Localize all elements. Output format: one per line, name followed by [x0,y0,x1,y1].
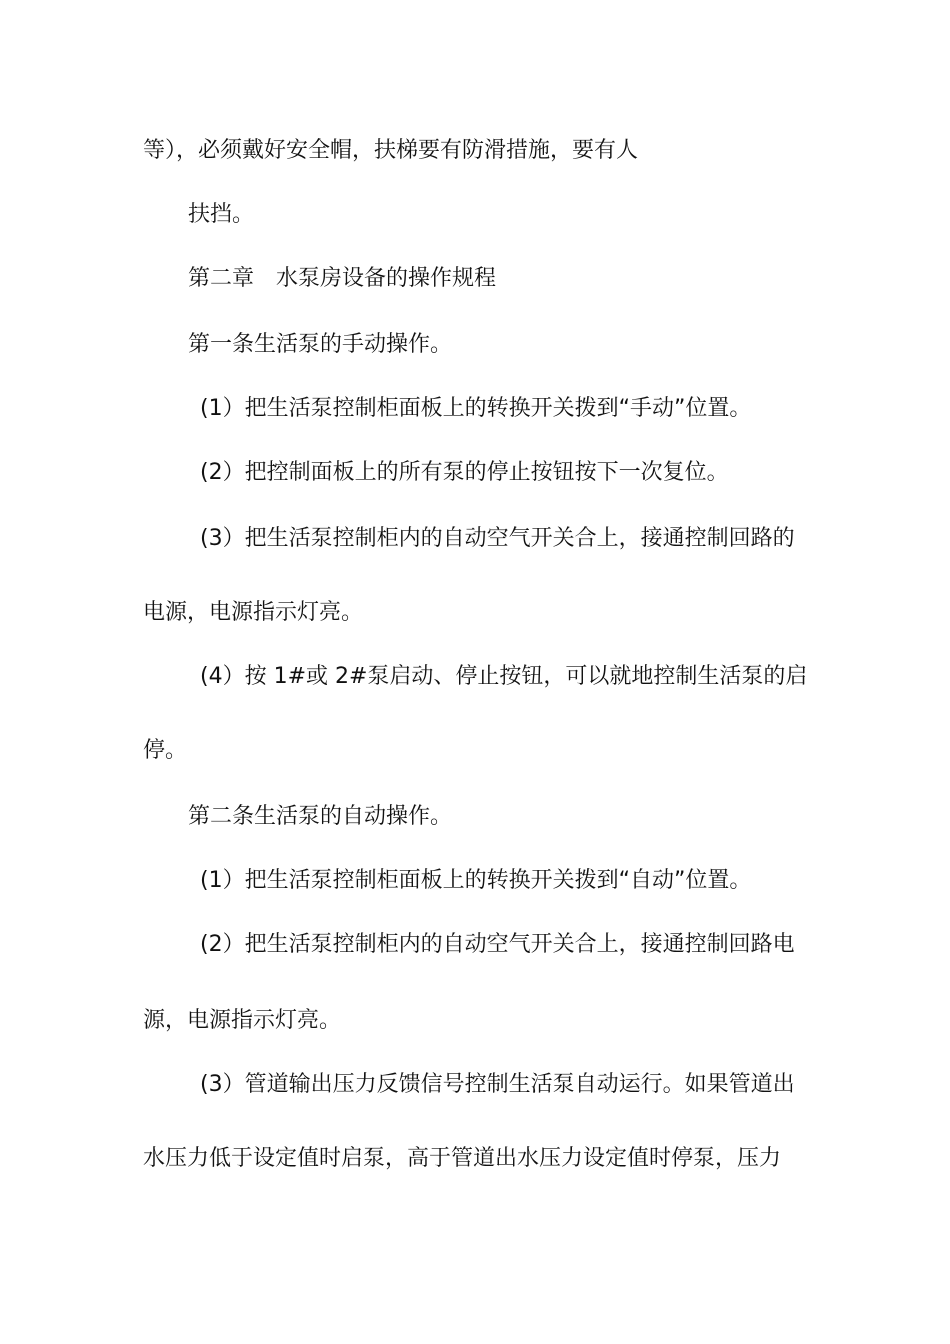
article-heading: 第二条生活泵的自动操作。 [188,804,453,829]
chapter-title: 水泵房设备的操作规程 [276,266,497,291]
paragraph-line: (3）管道输出压力反馈信号控制生活泵自动运行。如果管道出 [200,1072,795,1097]
paragraph-line: (2）把控制面板上的所有泵的停止按钮按下一次复位。 [200,460,729,485]
chapter-heading [188,264,496,294]
paragraph-line: 停。 [143,738,188,763]
paragraph-line: (1）把生活泵控制柜面板上的转换开关拨到“自动”位置。 [200,868,752,893]
paragraph-line: 电源，电源指示灯亮。 [143,600,364,625]
paragraph-line: (1）把生活泵控制柜面板上的转换开关拨到“手动”位置。 [200,396,752,421]
paragraph-line: 水压力低于设定值时启泵，高于管道出水压力设定值时停泵，压力 [143,1146,782,1171]
paragraph-line: 等），必须戴好安全帽，扶梯要有防滑措施，要有人 [143,138,639,163]
paragraph-line: (2）把生活泵控制柜内的自动空气开关合上，接通控制回路电 [200,932,795,957]
paragraph-line: 扶挡。 [188,202,255,227]
chapter-label: 第二章 [188,266,255,291]
paragraph-line: (4）按 1#或 2#泵启动、停止按钮，可以就地控制生活泵的启 [200,664,808,689]
paragraph-line: 源，电源指示灯亮。 [143,1008,342,1033]
paragraph-line: (3）把生活泵控制柜内的自动空气开关合上，接通控制回路的 [200,526,795,551]
article-heading: 第一条生活泵的手动操作。 [188,332,453,357]
